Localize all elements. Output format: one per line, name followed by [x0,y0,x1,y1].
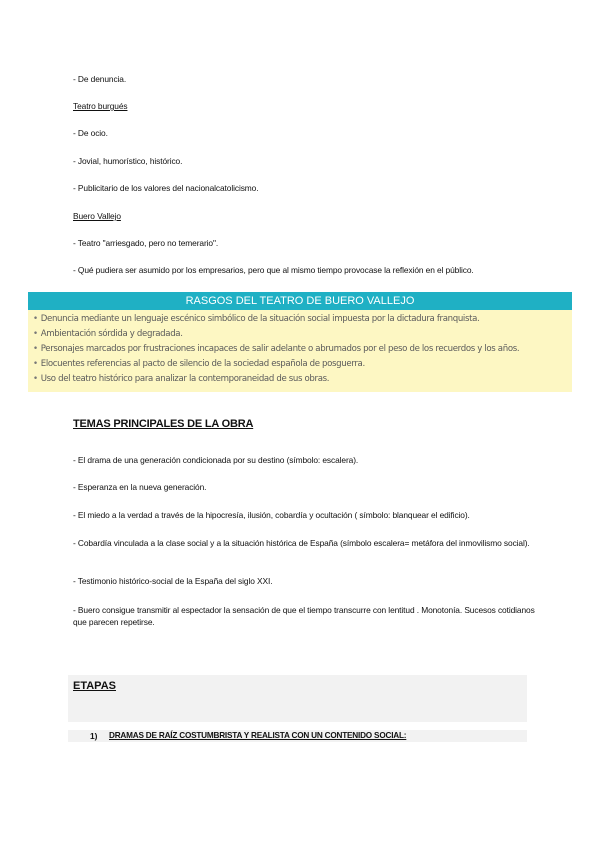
stage-number: 1) [90,731,98,741]
etapas-section [68,675,527,722]
tema-item: - El miedo a la verdad a través de la hipocresía, ilusión, cobardía y ocultación ( símbolo: blanquear el edificio). [73,510,470,520]
tema-item: - Testimonio histórico-social de la España del siglo XXI. [73,576,273,586]
tema-item: - Esperanza en la nueva generación. [73,482,207,492]
text-line: - Publicitario de los valores del nacionalcatolicismo. [73,183,259,193]
bullet-icon: • [33,314,38,324]
text-line: - Qué pudiera ser asumido por los empresarios, pero que al mismo tiempo provocase la reflexión en el público. [73,265,474,275]
text-line: - De ocio. [73,128,108,138]
list-item: • Uso del teatro histórico para analizar la contemporaneidad de sus obras. [33,374,330,384]
stage-item [68,730,527,742]
tema-item: - El drama de una generación condicionada por su destino (símbolo: escalera). [73,455,359,465]
section-title-temas: TEMAS PRINCIPALES DE LA OBRA [73,418,254,430]
bullet-icon: • [33,359,38,369]
text-line: - Teatro "arriesgado, pero no temerario". [73,238,219,248]
bullet-icon: • [33,374,38,384]
rasgos-list [28,310,572,387]
banner-title: RASGOS DEL TEATRO DE BUERO VALLEJO [28,292,572,310]
list-item: • Denuncia mediante un lenguaje escénico simbólico de la situación social impuesta por la dictadura franquista. [33,314,480,324]
rasgos-banner [28,292,572,392]
list-item: • Ambientación sórdida y degradada. [33,329,183,339]
section-title-etapas: ETAPAS [73,680,116,692]
stage-title: DRAMAS DE RAÍZ COSTUMBRISTA Y REALISTA CON UN CONTENIDO SOCIAL: [109,731,407,740]
bullet-icon: • [33,329,38,339]
bullet-icon: • [33,344,38,354]
text-line: - De denuncia. [73,74,127,84]
subheading-buero-vallejo: Buero Vallejo [73,211,121,221]
subheading-teatro-burgues: Teatro burgués [73,101,128,111]
list-item: • Personajes marcados por frustraciones incapaces de salir adelante o abrumados por el peso de los recuerdos y los años. [33,344,520,354]
text-line: - Jovial, humorístico, histórico. [73,156,183,166]
list-item: • Elocuentes referencias al pacto de silencio de la sociedad española de posguerra. [33,359,365,369]
tema-item: - Cobardía vinculada a la clase social y a la situación histórica de España (símbolo escalera= metáfora del inmovilismo social). [73,538,530,548]
tema-item: - Buero consigue transmitir al espectador la sensación de que el tiempo transcurre con lentitud . Monotonía. Sucesos cotidianos que parecen repetirse. [73,605,535,627]
